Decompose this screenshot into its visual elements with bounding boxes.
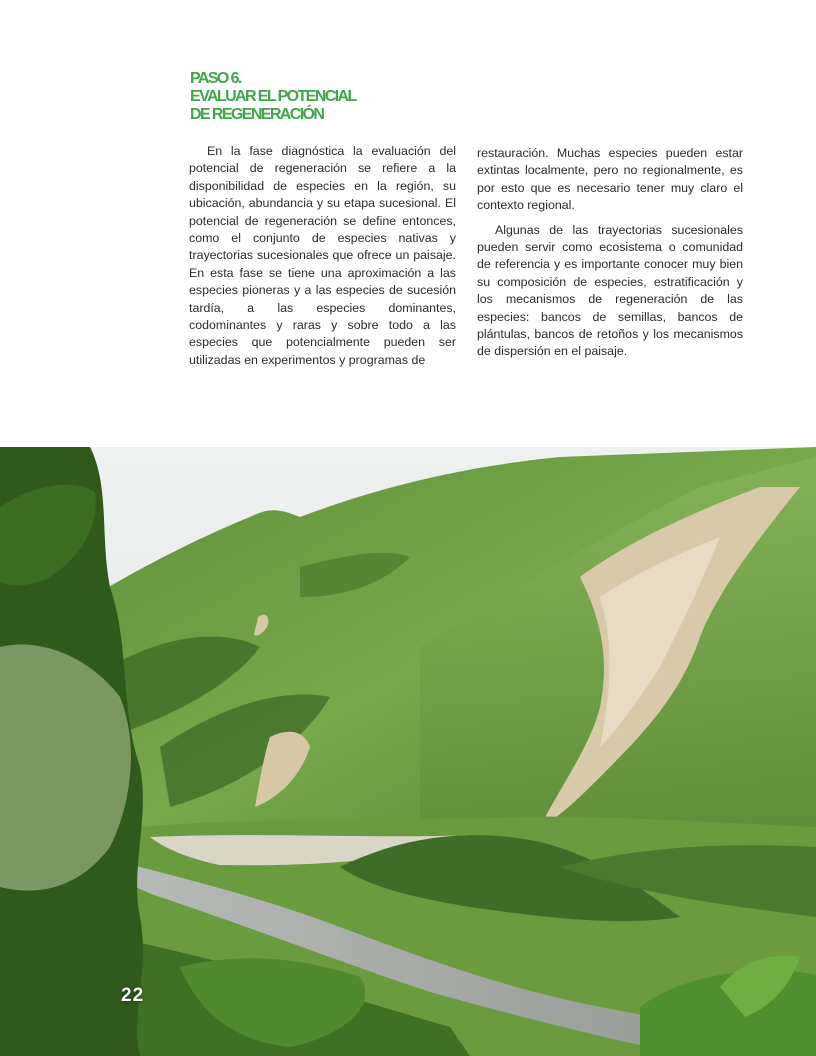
body-paragraph: En la fase diagnóstica la evaluación del potencial de regeneración se refiere a la disponibilidad de especies en la región, su ubicación, abundancia y su etapa sucesional. El potencial de regeneración se define entonces, como el conjunto de especies nativas y trayectorias sucesionales que ofrece un paisaje. En esta fase se tiene una aproximación a las especies pioneras y a las especies de sucesión tardía, a las especies dominantes, codominantes y raras y sobre todo a las especies que potencialmente pueden ser utilizadas en experimentos y programas de xyxy=(189,144,456,367)
landscape-photo xyxy=(0,447,816,1056)
heading-line-step: PASO 6. xyxy=(190,70,241,87)
text-column-left xyxy=(189,143,456,376)
heading-line-title: EVALUAR EL POTENCIAL xyxy=(190,88,356,105)
page-number: 22 xyxy=(121,985,145,1006)
heading-line-subtitle: DE REGENERACIÓN xyxy=(190,106,324,123)
body-paragraph: restauración. Muchas especies pueden estar extintas localmente, pero no regionalmente, es por esto que es necesario tener muy claro el contexto regional. xyxy=(477,146,743,213)
body-paragraph: Algunas de las trayectorias sucesionales pueden servir como ecosistema o comunidad de referencia y es importante conocer muy bien su composición de especies, estratificación y los mecanismos de regeneración de las especies: bancos de semillas, bancos de plántulas, bancos de retoños y los mecanismos de dispersión en el paisaje. xyxy=(477,222,743,359)
section-heading xyxy=(190,70,450,124)
text-column-right xyxy=(477,145,743,368)
